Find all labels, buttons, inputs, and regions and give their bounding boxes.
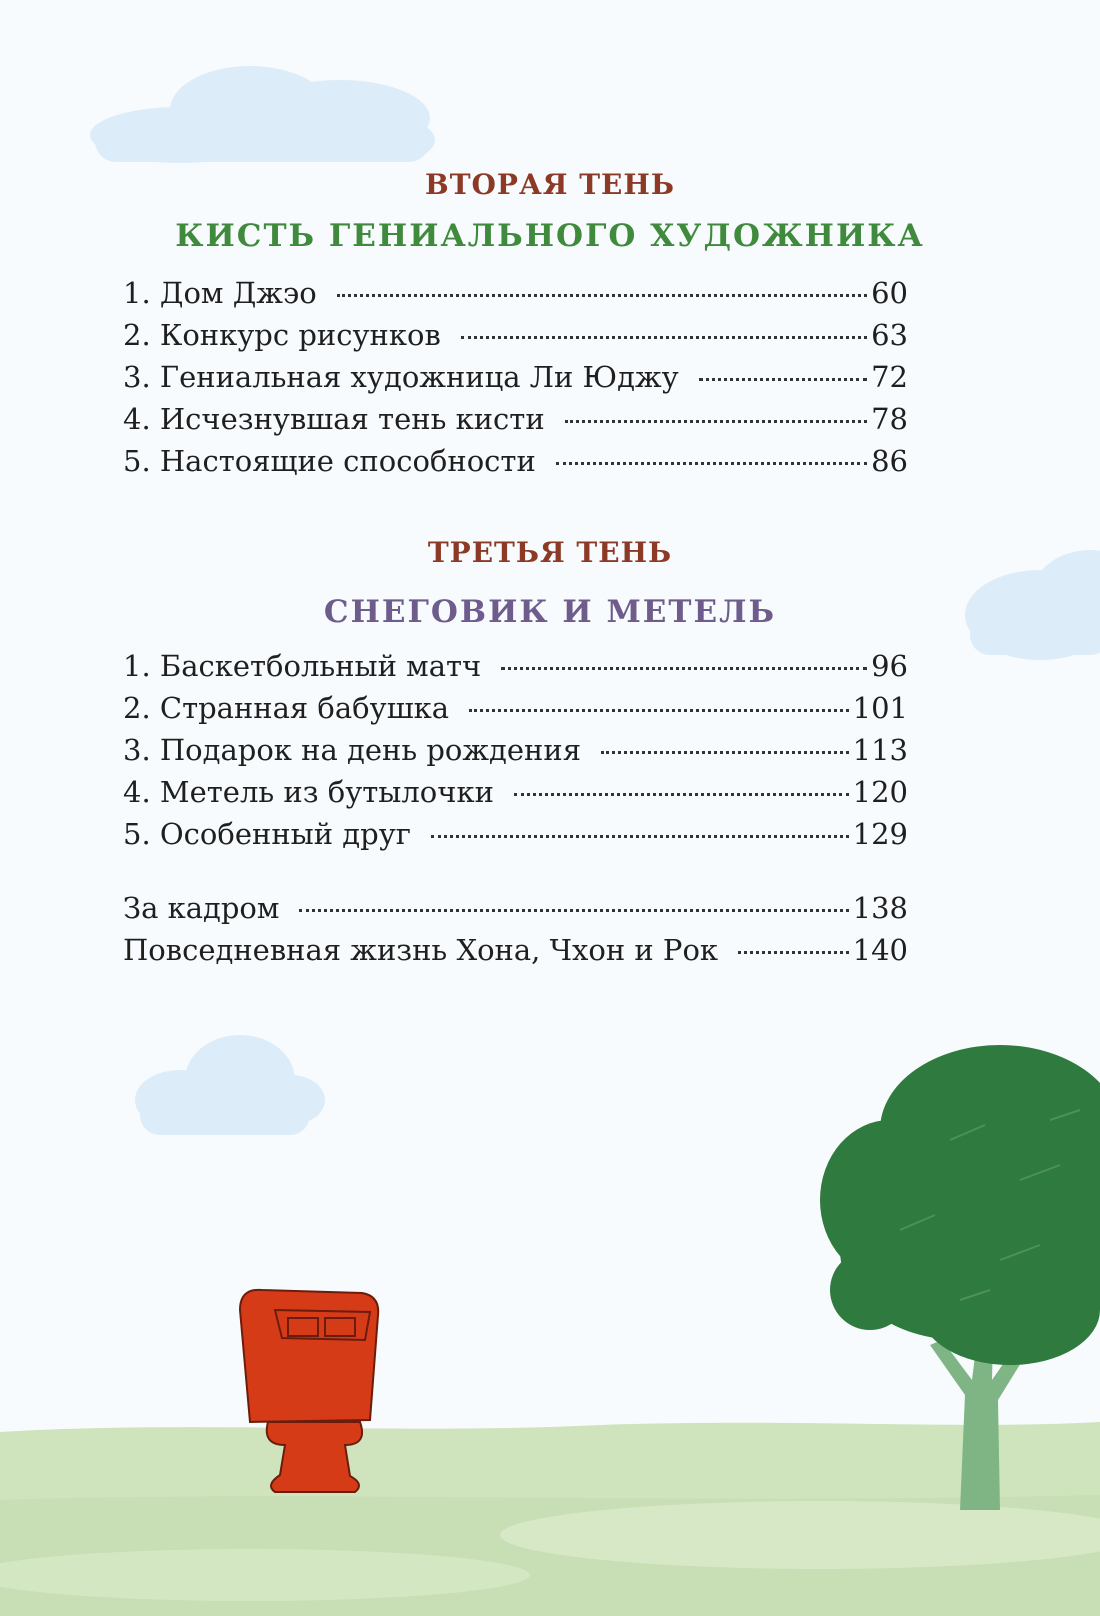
toc-entry[interactable] bbox=[123, 318, 908, 360]
dot-leader bbox=[431, 835, 849, 838]
toc-entry-title: 3. Подарок на день рождения bbox=[123, 733, 582, 767]
toc-entry-title: 4. Метель из бутылочки bbox=[123, 775, 494, 809]
dot-leader bbox=[299, 909, 848, 912]
toc-entry-page: 138 bbox=[852, 891, 908, 925]
toc-entry-page: 101 bbox=[852, 691, 908, 725]
toc-entry-title: 1. Дом Джэо bbox=[123, 276, 317, 310]
toc-entry[interactable] bbox=[123, 360, 908, 402]
toc-entry-page: 86 bbox=[871, 444, 908, 478]
toc-entry-page: 120 bbox=[852, 775, 908, 809]
toc-entry-page: 72 bbox=[871, 360, 908, 394]
toc-entry-title: 2. Конкурс рисунков bbox=[123, 318, 441, 352]
toc-entry-page: 96 bbox=[871, 649, 908, 683]
toc-entry[interactable] bbox=[123, 933, 908, 975]
toc-entry[interactable] bbox=[123, 733, 908, 775]
toc-entry-title: 3. Гениальная художница Ли Юджу bbox=[123, 360, 679, 394]
toc-entry-title: 4. Исчезнувшая тень кисти bbox=[123, 402, 545, 436]
toc-entry-title: 5. Настоящие способности bbox=[123, 444, 536, 478]
toc-entry-title: 5. Особенный друг bbox=[123, 817, 411, 851]
toc-entry[interactable] bbox=[123, 775, 908, 817]
dot-leader bbox=[469, 709, 849, 712]
dot-leader bbox=[738, 951, 849, 954]
section-label: ТРЕТЬЯ ТЕНЬ bbox=[427, 536, 673, 569]
dot-leader bbox=[565, 420, 867, 423]
toc-list bbox=[123, 276, 908, 486]
dot-leader bbox=[501, 667, 867, 670]
dot-leader bbox=[699, 378, 867, 381]
toc-extras-list bbox=[123, 891, 908, 975]
toc-entry-page: 63 bbox=[871, 318, 908, 352]
toc-entry[interactable] bbox=[123, 444, 908, 486]
toc-entry-page: 113 bbox=[852, 733, 908, 767]
toc-entry-page: 140 bbox=[852, 933, 908, 967]
cloud-icon bbox=[135, 1035, 325, 1135]
toc-entry[interactable] bbox=[123, 649, 908, 691]
toc-entry[interactable] bbox=[123, 891, 908, 933]
toc-entry[interactable] bbox=[123, 402, 908, 444]
toc-entry-page: 78 bbox=[871, 402, 908, 436]
toc-entry-page: 129 bbox=[852, 817, 908, 851]
dot-leader bbox=[601, 751, 849, 754]
toc-entry[interactable] bbox=[123, 276, 908, 318]
toc-entry-page: 60 bbox=[871, 276, 908, 310]
toc-entry-title: Повседневная жизнь Хона, Чхон и Рок bbox=[123, 933, 719, 967]
cloud-icon bbox=[90, 66, 435, 163]
dot-leader bbox=[556, 462, 867, 465]
dot-leader bbox=[461, 336, 867, 339]
dot-leader bbox=[337, 294, 867, 297]
section-title: СНЕГОВИК И МЕТЕЛЬ bbox=[323, 594, 777, 630]
toc-entry-title: 2. Странная бабушка bbox=[123, 691, 450, 725]
toc-entry[interactable] bbox=[123, 691, 908, 733]
toc-entry-title: 1. Баскетбольный матч bbox=[123, 649, 482, 683]
toc-entry-title: За кадром bbox=[123, 891, 280, 925]
section-label: ВТОРАЯ ТЕНЬ bbox=[425, 168, 675, 201]
toc-list bbox=[123, 649, 908, 859]
dot-leader bbox=[514, 793, 849, 796]
section-title: КИСТЬ ГЕНИАЛЬНОГО ХУДОЖНИКА bbox=[175, 218, 925, 254]
toc-entry[interactable] bbox=[123, 817, 908, 859]
